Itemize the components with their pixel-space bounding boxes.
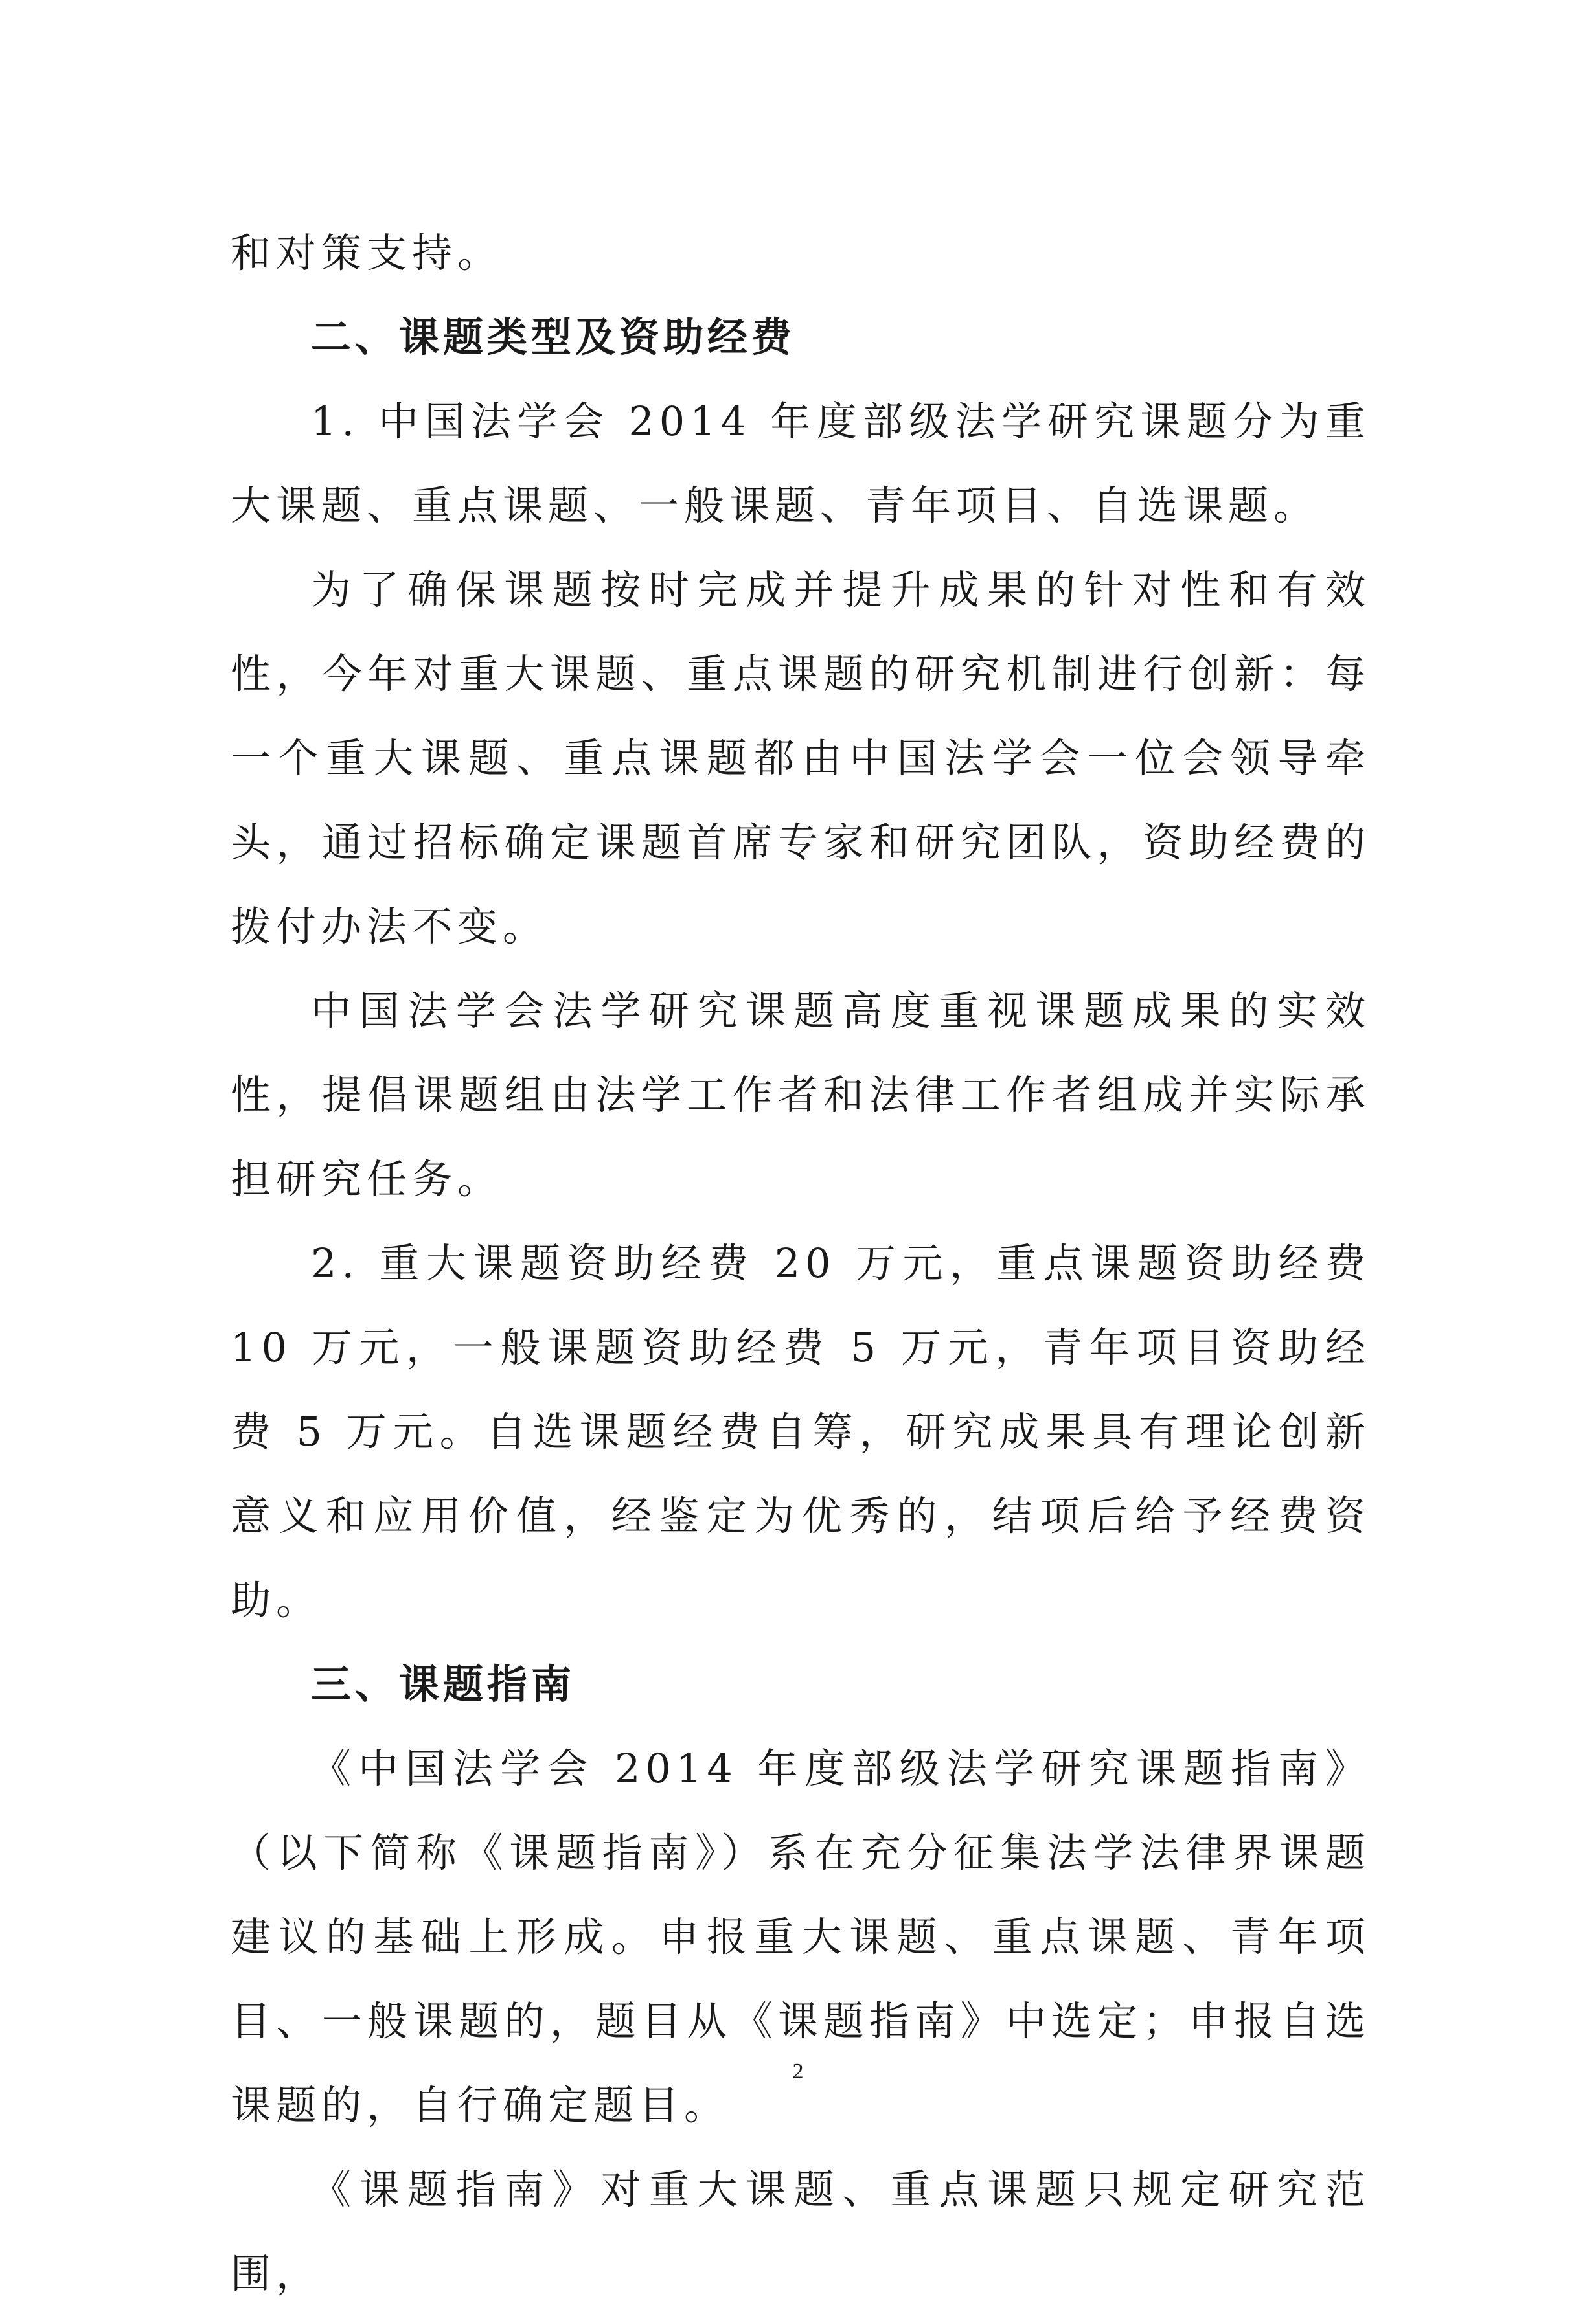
page-number: 2	[792, 2060, 804, 2083]
paragraph-research-mechanism: 为了确保课题按时完成并提升成果的针对性和有效性，今年对重大课题、重点课题的研究机制进行创新：每一个重大课题、重点课题都由中国法学会一位会领导牵头，通过招标确定课题首席专家和研究团队，资助经费的拨付办法不变。	[231, 566, 1371, 950]
paragraph-effectiveness: 中国法学会法学研究课题高度重视课题成果的实效性，提倡课题组由法学工作者和法律工作者组成并实际承担研究任务。	[231, 987, 1371, 1203]
paragraph-guide: 《中国法学会 2014 年度部级法学研究课题指南》（以下简称《课题指南》）系在充分征集法学法律界课题建议的基础上形成。申报重大课题、重点课题、青年项目、一般课题的，题目从《课题指南》中选定；申报自选课题的，自行确定题目。	[231, 1745, 1371, 2129]
paragraph-funding: 2. 重大课题资助经费 20 万元，重点课题资助经费 10 万元，一般课题资助经费 5 万元，青年项目资助经费 5 万元。自选课题经费自筹，研究成果具有理论创新意义和应用价值，经鉴定为优秀的，结项后给予经费资助。	[231, 1240, 1371, 1624]
paragraph-guide-scope: 《课题指南》对重大课题、重点课题只规定研究范围，	[231, 2166, 1371, 2297]
paragraph-continuation: 和对策支持。	[231, 229, 503, 277]
document-body	[231, 211, 1371, 2316]
section-heading-3: 三、课题指南	[311, 1661, 576, 1708]
paragraph-topic-types: 1. 中国法学会 2014 年度部级法学研究课题分为重大课题、重点课题、一般课题、青年项目、自选课题。	[231, 398, 1371, 529]
section-heading-2: 二、课题类型及资助经费	[311, 313, 796, 361]
